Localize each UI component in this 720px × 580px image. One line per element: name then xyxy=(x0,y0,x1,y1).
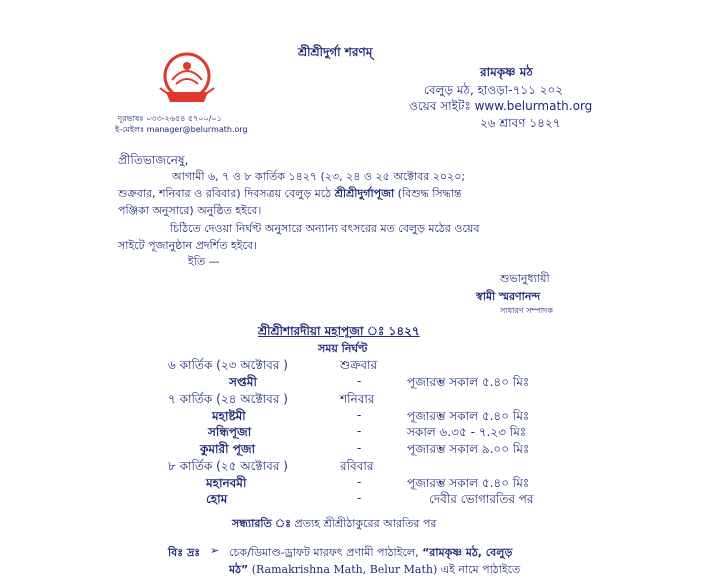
schedule-day2-weekday: শনিবার xyxy=(340,392,375,406)
org-website[interactable]: ওয়েব সাইটঃ www.belurmath.org xyxy=(409,99,593,113)
homa-dash: - xyxy=(357,491,362,505)
navami-label: মহানবমী xyxy=(206,476,247,490)
saptami-label: সপ্তমী xyxy=(229,375,257,389)
org-address: বেলুড় মঠ, হাওড়া-৭১১ ২০২ xyxy=(424,83,564,97)
sandhi-label: সন্ধিপূজা xyxy=(208,425,252,439)
kumari-label: কুমারী পূজা xyxy=(200,442,256,456)
schedule-day1-weekday: শুক্রবার xyxy=(340,358,378,372)
note-line2 xyxy=(229,561,520,580)
schedule-day3-weekday: রবিবার xyxy=(340,459,374,473)
note-bullet: ➢ xyxy=(210,544,220,557)
invocation: শ্রীশ্রীদুর্গা শরণম্ xyxy=(298,45,373,59)
kumari-dash: - xyxy=(357,441,362,455)
salutation: প্রীতিভাজনেষু, xyxy=(118,153,189,167)
schedule-day1: ৬ কার্তিক (২৩ অক্টোবর ) xyxy=(168,358,288,372)
para1-line3: পঞ্জিকা অনুসারে) অনুষ্ঠিত হইবে। xyxy=(118,204,262,217)
org-name: রামকৃষ্ণ মঠ xyxy=(480,65,533,79)
para1-line2-a: শুক্রবার, শনিবার ও রবিবার) দিবসত্রয় বেলুড় মঠে xyxy=(118,187,335,200)
note-label: বিঃ দ্রঃ xyxy=(168,546,201,559)
schedule-subtitle: সময় নির্ঘণ্ট xyxy=(318,342,368,355)
saptami-time: পূজারম্ভ সকাল ৫.৪০ মিঃ xyxy=(407,375,530,389)
schedule-day2: ৭ কার্তিক (২৪ অক্টোবর ) xyxy=(168,392,288,406)
sandhi-dash: - xyxy=(357,424,362,438)
evening-arati xyxy=(232,515,436,534)
para1-line2-c: (বিশুদ্ধ সিদ্ধান্ত xyxy=(394,187,462,200)
navami-time: পূজারম্ভ সকাল ৫.৪০ মিঃ xyxy=(407,476,530,490)
homa-label: হোম xyxy=(206,492,228,506)
ashtami-label: মহাষ্টমী xyxy=(212,409,246,423)
navami-dash: - xyxy=(357,475,362,489)
saptami-dash: - xyxy=(357,374,362,388)
note-line2-b: (Ramakrishna Math, Belur Math) এই নামে পাঠাইতে xyxy=(248,563,521,576)
schedule-title: শ্রীশ্রীশারদীয়া মহাপূজা ঃ ১৪২৭ xyxy=(258,324,420,338)
kumari-time: পূজারম্ভ সকাল ৯.০০ মিঃ xyxy=(407,442,530,456)
ashtami-time: পূজারম্ভ সকাল ৫.৪০ মিঃ xyxy=(407,409,530,423)
homa-time: দেবীর ভোগারতির পর xyxy=(429,492,534,506)
evening-arati-label: সন্ধ্যারতি ঃ xyxy=(232,517,292,530)
para2-line1: চিঠিতে দেওয়া নির্ঘণ্ট অনুসারে অন্যান্য বৎসরের মত বেলুড় মঠের ওয়েব xyxy=(170,222,480,235)
org-phone: দূরভাষঃ ০৩৩-২৬৫৪ ৫৭০০/০১ xyxy=(118,114,222,123)
note-line1-b: “রামকৃষ্ণ মঠ, বেলুড় xyxy=(422,546,513,559)
note-line1-a: চেক/ডিমাণ্ড-ড্রাফট মারফৎ প্রণামী পাঠাইলে, xyxy=(229,546,423,559)
ashtami-dash: - xyxy=(357,408,362,422)
para2-line2: সাইটে পূজানুষ্ঠান প্রদর্শিত হইবে। xyxy=(118,239,257,252)
org-email[interactable]: ই-মেইলঃ manager@belurmath.org xyxy=(115,125,248,134)
schedule-day3: ৮ কার্তিক (২৫ অক্টোবর ) xyxy=(168,459,288,473)
letter-date: ২৬ শ্রাবণ ১৪২৭ xyxy=(480,116,561,130)
signature-name: স্বামী স্মরণানন্দ xyxy=(476,290,541,303)
para1-line2-highlight: শ্রীশ্রীদুর্গাপূজা xyxy=(334,187,395,200)
ramakrishna-math-emblem-icon xyxy=(152,48,222,110)
sandhi-time: সকাল ৬.৩৫ - ৭.২৩ মিঃ xyxy=(407,425,527,439)
evening-arati-text: প্রত্যহ শ্রীশ্রীঠাকুরের আরতির পর xyxy=(291,517,437,530)
signature-greeting: শুভানুধ্যায়ী xyxy=(500,272,550,285)
note-line2-a: মঠ” xyxy=(229,563,249,576)
closing: ইতি — xyxy=(188,255,220,268)
signature-title: সাধারণ সম্পাদক xyxy=(500,306,553,315)
para1-line1: আগামী ৬, ৭ ও ৮ কার্তিক ১৪২৭ (২৩, ২৪ ও ২৫ অক্টোবর ২০২০; xyxy=(172,170,466,183)
